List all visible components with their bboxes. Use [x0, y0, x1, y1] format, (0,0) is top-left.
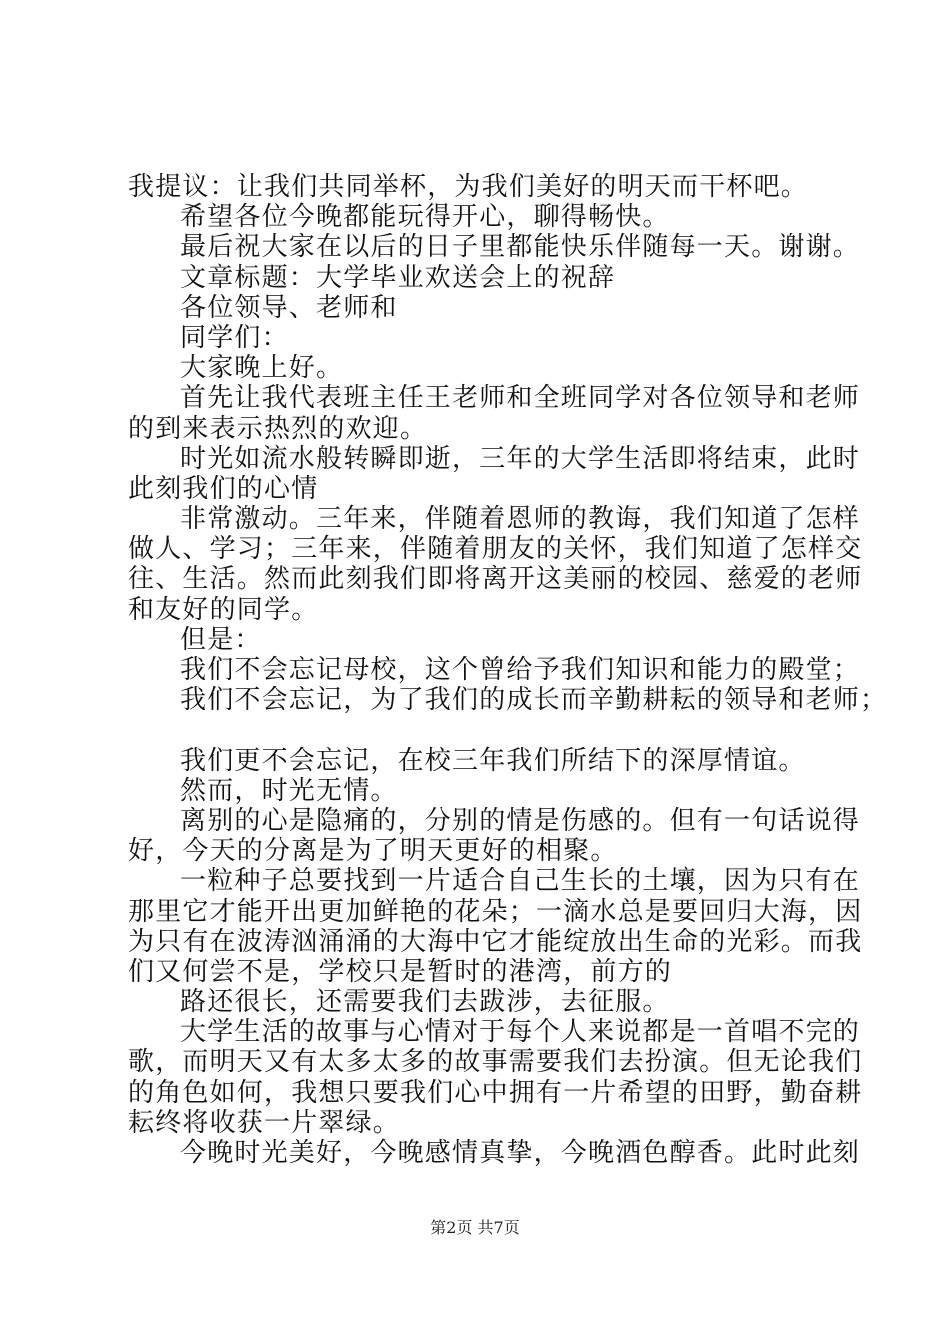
text-line: 我们更不会忘记，在校三年我们所结下的深厚情谊。: [180, 745, 806, 776]
text-line: 我们不会忘记，为了我们的成长而辛勤耕耘的领导和老师；: [180, 685, 888, 716]
blank-line: [128, 715, 838, 745]
text-line: 非常激动。三年来，伴随着恩师的教诲，我们知道了怎样: [180, 504, 861, 535]
article-title-line: 文章标题：大学毕业欢送会上的祝辞: [180, 262, 616, 293]
text-line: 们又何尝不是，学校只是暂时的港湾，前方的: [128, 956, 673, 987]
text-line: 那里它才能开出更加鲜艳的花朵；一滴水总是要回归大海，因: [128, 896, 863, 927]
salutation-line: 各位领导、老师和: [180, 292, 398, 323]
text-line: 路还很长，还需要我们去跋涉，去征服。: [180, 987, 670, 1018]
text-line: 希望各位今晚都能玩得开心，聊得畅快。: [180, 202, 670, 233]
document-body: [128, 172, 888, 1168]
text-line: 离别的心是隐痛的，分别的情是伤感的。但有一句话说得: [180, 805, 861, 836]
text-line: 好，今天的分离是为了明天更好的相聚。: [128, 836, 618, 867]
text-line: 歌，而明天又有太多太多的故事需要我们去扮演。但无论我们: [128, 1047, 863, 1078]
text-line: 最后祝大家在以后的日子里都能快乐伴随每一天。谢谢。: [180, 232, 861, 263]
page-number-footer: 第2页 共7页: [430, 1218, 520, 1237]
text-line: 一粒种子总要找到一片适合自己生长的土壤，因为只有在: [180, 866, 861, 897]
greeting-line: 大家晚上好。: [180, 353, 344, 384]
text-line: 耘终将收获一片翠绿。: [128, 1107, 401, 1138]
text-line: 但是：: [180, 624, 262, 655]
text-line: 大学生活的故事与心情对于每个人来说都是一首唱不完的: [180, 1017, 861, 1048]
text-line: 的角色如何，我想只要我们心中拥有一片希望的田野，勤奋耕: [128, 1077, 863, 1108]
text-line: 和友好的同学。: [128, 594, 319, 625]
text-line: 做人、学习；三年来，伴随着朋友的关怀，我们知道了怎样交: [128, 534, 863, 565]
text-line: 为只有在波涛汹涌涌的大海中它才能绽放出生命的光彩。而我: [128, 926, 863, 957]
text-line: 首先让我代表班主任王老师和全班同学对各位领导和老师: [180, 383, 861, 414]
salutation-line: 同学们：: [180, 322, 289, 353]
text-line: 今晚时光美好，今晚感情真挚，今晚酒色醇香。此时此刻: [180, 1138, 861, 1168]
text-line: 我提议：让我们共同举杯，为我们美好的明天而干杯吧。: [128, 172, 809, 202]
text-line: 我们不会忘记母校，这个曾给予我们知识和能力的殿堂；: [180, 655, 861, 685]
text-line: 然而，时光无情。: [180, 775, 398, 806]
text-line: 此刻我们的心情: [128, 473, 319, 504]
text-line: 的到来表示热烈的欢迎。: [128, 413, 428, 444]
text-line: 时光如流水般转瞬即逝，三年的大学生活即将结束，此时: [180, 443, 861, 474]
text-line: 往、生活。然而此刻我们即将离开这美丽的校园、慈爱的老师: [128, 564, 863, 595]
